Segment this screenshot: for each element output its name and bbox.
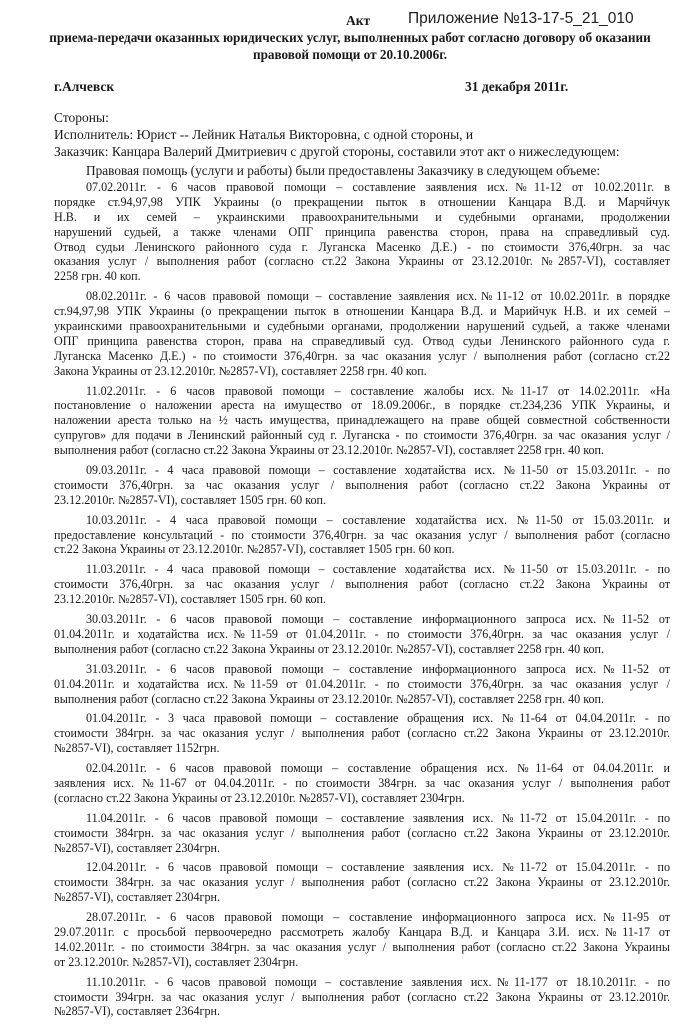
service-entry-line: нарушений судьей, а также членами ОПГ принципа равенства сторон, права на справедливый суд. bbox=[54, 224, 670, 239]
service-entry-line: 23.12.2010г. №2857-VI), составляет 1505 грн. 60 коп. bbox=[54, 492, 327, 507]
service-entry-line: стоимости 376,40грн. за час оказания услуг / выполнения работ (согласно ст.22 Закона Украины от bbox=[54, 577, 670, 592]
service-entry-line: №2857-VI), составляет 2364грн. bbox=[54, 1004, 220, 1019]
service-entry-line: ст.22 Закона Украины от 23.12.2010г. №2857-VI), составляет 1505 грн. 60 коп. bbox=[54, 542, 455, 557]
service-entry-line: 11.04.2011г. - 6 часов правовой помощи – составление заявления исх. №11-72 от 15.04.2011г. - по bbox=[86, 810, 670, 825]
service-entry-line: 02.04.2011г. - 6 часов правовой помощи – составление обращения исх. №11-64 от 04.04.2011г. и bbox=[86, 761, 670, 776]
service-entry-line: 11.03.2011г. - 4 часа правовой помощи – составление ходатайства исх. №11-50 от 15.03.2011г. - по bbox=[86, 562, 670, 577]
service-entry-line: стоимости 384грн. за час оказания услуг / выполнения работ (согласно ст.22 Закона Украины от 23.12.2010г. bbox=[54, 726, 670, 741]
place-of-signing: г.Алчевск bbox=[54, 79, 115, 94]
service-entry-line: оказания услуг / выполнения работ (согласно ст.22 Закона Украины от 23.12.2010г. №2857-VI), составляет bbox=[54, 254, 670, 269]
service-entry bbox=[54, 711, 670, 756]
service-entry-line: 09.03.2011г. - 4 часа правовой помощи – составление ходатайства исх. №11-50 от 15.03.2011г. - по bbox=[86, 463, 670, 478]
service-entry-line: ст.94,97,98 УПК Украины (о прекращении пыток в отношении Канцара В.Д. и Марийчук Н.В. и их семей – bbox=[54, 304, 670, 319]
service-entry-line: 11.02.2011г. - 6 часов правовой помощи – составление жалобы исх.№11-17 от 14.02.2011г. «На bbox=[86, 383, 670, 398]
service-entry-line: 28.07.2011г. - 6 часов правовой помощи – составление информационного запроса исх.№11-95 от bbox=[86, 910, 670, 925]
service-entry bbox=[54, 463, 670, 508]
act-subtitle-line-1: приема-передачи оказанных юридических услуг, выполненных работ согласно договору об оказании bbox=[49, 30, 651, 45]
service-entry-line: заявления исх. №11-67 от 04.04.2011г. - по стоимости 384грн. за час оказания услуг / выполнения работ bbox=[54, 775, 670, 790]
service-entry-line: 30.03.2011г. - 6 часов правовой помощи – составление информационного запроса исх.№11-52 от bbox=[86, 612, 670, 627]
service-entry-line: 23.12.2010г. №2857-VI), составляет 1505 грн. 60 коп. bbox=[54, 592, 327, 607]
service-entry-line: Н.В. и их семей – украинскими правоохранительными и судебными органами, продолжении bbox=[54, 209, 670, 224]
act-subtitle-line-2: правовой помощи от 20.10.2006г. bbox=[252, 47, 448, 62]
services-list bbox=[54, 180, 670, 1024]
act-title: Акт bbox=[346, 13, 371, 28]
service-entry-line: порядке ст.94,97,98 УПК Украины (о прекращении пыток в отношении Канцара В.Д. и Марчйчук bbox=[54, 194, 670, 209]
service-entry bbox=[54, 289, 670, 378]
service-entry-line: 31.03.2011г. - 6 часов правовой помощи – составление информационного запроса исх.№11-52 от bbox=[86, 661, 670, 676]
parties-label: Стороны: bbox=[54, 110, 109, 125]
service-entry-line: выполнения работ (согласно ст.22 Закона Украины от 23.12.2010г. №2857-VI), составляет 2258 грн. 40 коп. bbox=[54, 641, 605, 656]
service-entry bbox=[54, 910, 670, 970]
service-entry-line: 07.02.2011г. - 6 часов правовой помощи – составление заявления исх.№11-12 от 10.02.2011г. в bbox=[86, 180, 670, 194]
service-entry-line: выполнения работ (согласно ст.22 Закона Украины от 23.12.2010г. №2857-VI), составляет 2258 грн. 40 коп. bbox=[54, 443, 605, 458]
service-entry-line: стоимости 384грн. за час оказания услуг / выполнения работ (согласно ст.22 Закона Украины от 23.12.2010г. bbox=[54, 825, 670, 840]
service-entry-line: стоимости 384грн. за час оказания услуг / выполнения работ (согласно ст.22 Закона Украины от 23.12.2010г. bbox=[54, 875, 670, 890]
service-entry-line: от 23.12.2010г. №2857-VI), составляет 2304грн. bbox=[54, 954, 299, 969]
service-entry-line: 2258 грн. 40 коп. bbox=[54, 269, 141, 284]
service-entry bbox=[54, 612, 670, 657]
service-entry-line: 01.04.2011г. и ходатайства исх.№11-59 от 01.04.2011г. - по стоимости 376,40грн. за час оказания услуг / bbox=[54, 626, 670, 641]
service-entry-line: 14.02.2011г. - по стоимости 384грн. за час оказания услуг / выполнения работ (согласно ст.22 Закона Украины bbox=[54, 939, 670, 954]
service-entry-line: 10.03.2011г. - 4 часа правовой помощи – составление ходатайства исх. №11-50 от 15.03.2011г. и bbox=[86, 512, 670, 527]
service-entry-line: наложении ареста только на ½ часть имущества, принадлежащего на праве общей совместной собственности bbox=[54, 413, 670, 428]
services-intro: Правовая помощь (услуги и работы) были предоставлены Заказчику в следующем объеме: bbox=[86, 163, 601, 178]
service-entry-line: предоставление консультаций - по стоимости 376,40грн. за час оказания услуг / выполнения работ (согласно bbox=[54, 527, 670, 542]
appendix-label: Приложение №13-17-5_21_010 bbox=[408, 10, 634, 27]
service-entry-line: украинскими правоохранительными и судебными органами, продолжении нарушений судьей, а также членами bbox=[54, 319, 670, 334]
service-entry bbox=[54, 975, 670, 1020]
service-entry-line: №2857-VI), составляет 2304грн. bbox=[54, 840, 220, 855]
service-entry bbox=[54, 562, 670, 607]
service-entry-line: №2857-VI), составляет 2304грн. bbox=[54, 890, 220, 905]
service-entry-line: Луганска Масенко Д.Е.) - по стоимости 376,40грн. за час оказания услуг / выполнения работ (согласно ст.22 bbox=[54, 348, 670, 363]
service-entry-line: стоимости 376,40грн. за час оказания услуг / выполнения работ (согласно ст.22 Закона Украины от bbox=[54, 477, 670, 492]
service-entry bbox=[54, 384, 670, 458]
service-entry bbox=[54, 860, 670, 905]
service-entry bbox=[54, 811, 670, 856]
service-entry-line: 29.07.2011г. с просьбой первоочередно рассмотреть жалобу Канцара В.Д. и Канцара З.И. исх.№11-17 от bbox=[54, 924, 670, 939]
executor-line: Исполнитель: Юрист -- Лейник Наталья Викторовна, с одной стороны, и bbox=[54, 127, 474, 142]
service-entry-line: ОПГ принципа равенства сторон, права на справедливый суд. Отвод судьи Ленинского районного суда г. bbox=[54, 333, 670, 348]
service-entry-line: 12.04.2011г. - 6 часов правовой помощи – составление заявления исх. №11-72 от 15.04.2011г. - по bbox=[86, 860, 670, 875]
service-entry bbox=[54, 761, 670, 806]
service-entry bbox=[54, 180, 670, 284]
service-entry-line: стоимости 394грн. за час оказания услуг / выполнения работ (согласно ст.22 Закона Украины от 23.12.2010г. bbox=[54, 989, 670, 1004]
act-date: 31 декабря 2011г. bbox=[465, 79, 569, 94]
service-entry bbox=[54, 513, 670, 558]
service-entry-line: 01.04.2011г. и ходатайства исх.№11-59 от 01.04.2011г. - по стоимости 376,40грн. за час оказания услуг / bbox=[54, 676, 670, 691]
service-entry-line: Отвод судьи Ленинского районного суда г. Луганска Масенко Д.Е.) - по стоимости 376,40грн. за час bbox=[54, 239, 670, 254]
service-entry bbox=[54, 662, 670, 707]
service-entry-line: №2857-VI), составляет 1152грн. bbox=[54, 741, 220, 756]
service-entry-line: выполнения работ (согласно ст.22 Закона Украины от 23.12.2010г. №2857-VI), составляет 2258 грн. 40 коп. bbox=[54, 691, 605, 706]
service-entry-line: Закона Украины от 23.12.2010г. №2857-VI), составляет 2258 грн. 40 коп. bbox=[54, 363, 427, 378]
service-entry-line: (согласно ст.22 Закона Украины от 23.12.2010г. №2857-VI), составляет 2304грн. bbox=[54, 790, 465, 805]
service-entry-line: супругов» для подачи в Ленинский районный суд г. Луганска - по стоимости 376,40грн. за час оказания услуг / bbox=[54, 428, 670, 443]
service-entry-line: постановление о наложении ареста на имущество от 18.09.2006г., в порядке ст.234,236 УПК Украины, и bbox=[54, 398, 670, 413]
service-entry-line: 11.10.2011г. - 6 часов правовой помощи – составление заявления исх.№11-177 от 18.10.2011г. - по bbox=[86, 974, 670, 989]
service-entry-line: 08.02.2011г. - 6 часов правовой помощи – составление заявления исх.№11-12 от 10.02.2011г. в порядке bbox=[86, 289, 670, 304]
customer-line: Заказчик: Канцара Валерий Дмитриевич с другой стороны, составили этот акт о нижеследующем: bbox=[54, 144, 620, 159]
service-entry-line: 01.04.2011г. - 3 часа правовой помощи – составление обращения исх. №11-64 от 04.04.2011г. - по bbox=[86, 711, 670, 726]
